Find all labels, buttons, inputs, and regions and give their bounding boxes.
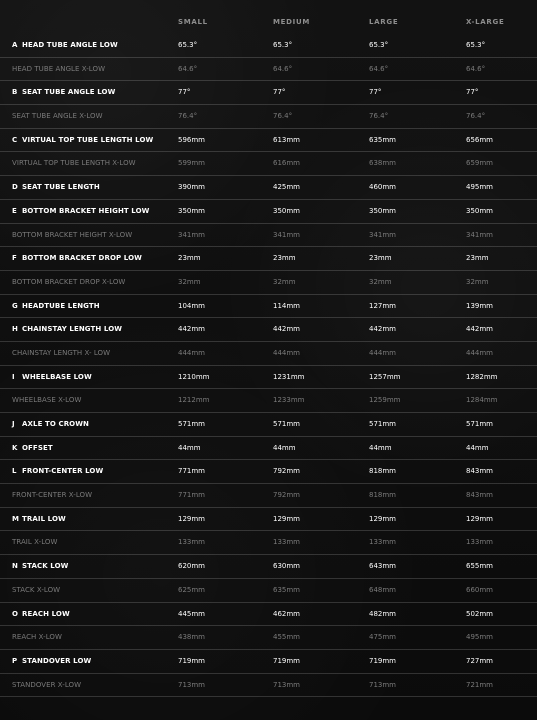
value-large: 65.3° bbox=[369, 41, 389, 49]
table-row bbox=[0, 129, 537, 153]
row-letter: H bbox=[12, 325, 18, 334]
row-title: STACK LOW bbox=[22, 562, 69, 571]
value-small: 133mm bbox=[178, 538, 205, 547]
value-medium: 630mm bbox=[273, 562, 300, 571]
value-medium: 635mm bbox=[273, 585, 300, 594]
row-title: FRONT-CENTER LOW bbox=[22, 467, 104, 476]
table-row bbox=[0, 389, 537, 413]
table-row bbox=[0, 579, 537, 603]
value-large: 76.4° bbox=[369, 112, 389, 121]
value-large: 635mm bbox=[369, 135, 396, 144]
value-medium: 616mm bbox=[273, 159, 300, 168]
row-title: SEAT TUBE LENGTH bbox=[22, 183, 100, 192]
value-large: 460mm bbox=[369, 183, 396, 192]
row-title: HEADTUBE LENGTH bbox=[22, 301, 100, 310]
row-title: SEAT TUBE ANGLE X-LOW bbox=[12, 112, 103, 121]
value-small: 771mm bbox=[178, 491, 205, 500]
value-large: 1257mm bbox=[369, 372, 401, 381]
value-x-large: 23mm bbox=[466, 254, 489, 263]
value-medium: 455mm bbox=[273, 633, 300, 642]
value-x-large: 571mm bbox=[466, 420, 493, 428]
row-title: BOTTOM BRACKET DROP X-LOW bbox=[12, 277, 126, 286]
table-row bbox=[0, 650, 537, 674]
value-x-large: 442mm bbox=[466, 325, 493, 334]
table-row bbox=[0, 484, 537, 508]
row-title: STACK X-LOW bbox=[12, 585, 61, 594]
value-medium: 32mm bbox=[273, 277, 296, 286]
row-label bbox=[12, 302, 172, 310]
table-row bbox=[0, 58, 537, 82]
row-label bbox=[12, 657, 172, 665]
value-medium: 114mm bbox=[273, 301, 300, 310]
value-small: 1210mm bbox=[178, 372, 210, 381]
table-row bbox=[0, 508, 537, 532]
row-title: AXLE TO CROWN bbox=[22, 420, 90, 428]
value-small: 571mm bbox=[178, 420, 205, 428]
row-title: BOTTOM BRACKET HEIGHT X-LOW bbox=[12, 230, 133, 239]
value-large: 442mm bbox=[369, 325, 396, 334]
table-row bbox=[0, 555, 537, 579]
value-large: 341mm bbox=[369, 230, 396, 239]
table-row bbox=[0, 81, 537, 105]
value-x-large: 133mm bbox=[466, 538, 493, 547]
row-label bbox=[12, 444, 172, 452]
row-label bbox=[12, 183, 172, 191]
row-letter: J bbox=[12, 420, 15, 428]
row-letter: K bbox=[12, 443, 18, 452]
value-x-large: 65.3° bbox=[466, 41, 486, 49]
value-medium: 76.4° bbox=[273, 112, 293, 121]
value-medium: 64.6° bbox=[273, 64, 293, 73]
row-label bbox=[12, 467, 172, 475]
value-x-large: 727mm bbox=[466, 656, 493, 665]
value-x-large: 44mm bbox=[466, 443, 489, 452]
value-x-large: 660mm bbox=[466, 585, 493, 594]
table-row bbox=[0, 413, 537, 437]
value-small: 444mm bbox=[178, 348, 205, 357]
table-row bbox=[0, 626, 537, 650]
value-x-large: 843mm bbox=[466, 491, 493, 500]
row-letter: A bbox=[12, 41, 18, 49]
row-label bbox=[12, 207, 172, 215]
value-x-large: 843mm bbox=[466, 467, 493, 476]
row-letter: N bbox=[12, 562, 18, 571]
row-letter: F bbox=[12, 254, 17, 263]
value-medium: 65.3° bbox=[273, 41, 293, 49]
value-large: 648mm bbox=[369, 585, 396, 594]
value-x-large: 139mm bbox=[466, 301, 493, 310]
value-small: 350mm bbox=[178, 206, 205, 215]
row-label bbox=[12, 231, 172, 239]
row-label bbox=[12, 538, 172, 546]
value-medium: 1233mm bbox=[273, 396, 305, 405]
header-x-large: X-LARGE bbox=[466, 18, 505, 26]
value-large: 133mm bbox=[369, 538, 396, 547]
row-label bbox=[12, 136, 172, 144]
value-small: 44mm bbox=[178, 443, 201, 452]
value-small: 625mm bbox=[178, 585, 205, 594]
value-small: 77° bbox=[178, 88, 191, 97]
value-small: 713mm bbox=[178, 680, 205, 689]
row-letter: P bbox=[12, 656, 18, 665]
row-title: VIRTUAL TOP TUBE LENGTH X-LOW bbox=[12, 159, 136, 168]
table-row bbox=[0, 342, 537, 366]
value-large: 127mm bbox=[369, 301, 396, 310]
table-row bbox=[0, 271, 537, 295]
value-large: 713mm bbox=[369, 680, 396, 689]
value-medium: 713mm bbox=[273, 680, 300, 689]
value-x-large: 64.6° bbox=[466, 64, 486, 73]
value-small: 438mm bbox=[178, 633, 205, 642]
row-letter: M bbox=[12, 514, 20, 523]
row-title: CHAINSTAY LENGTH X- LOW bbox=[12, 348, 111, 357]
value-large: 638mm bbox=[369, 159, 396, 168]
value-small: 620mm bbox=[178, 562, 205, 571]
row-label bbox=[12, 112, 172, 120]
value-small: 65.3° bbox=[178, 41, 198, 49]
value-x-large: 655mm bbox=[466, 562, 493, 571]
row-title: BOTTOM BRACKET HEIGHT LOW bbox=[22, 206, 150, 215]
value-medium: 129mm bbox=[273, 514, 300, 523]
value-x-large: 721mm bbox=[466, 680, 493, 689]
value-large: 818mm bbox=[369, 491, 396, 500]
row-title: VIRTUAL TOP TUBE LENGTH LOW bbox=[22, 135, 154, 144]
row-title: OFFSET bbox=[22, 443, 53, 452]
value-small: 23mm bbox=[178, 254, 201, 263]
value-small: 596mm bbox=[178, 135, 205, 144]
value-small: 771mm bbox=[178, 467, 205, 476]
row-label bbox=[12, 491, 172, 499]
value-small: 341mm bbox=[178, 230, 205, 239]
value-medium: 462mm bbox=[273, 609, 300, 618]
row-title: BOTTOM BRACKET DROP LOW bbox=[22, 254, 142, 263]
row-label bbox=[12, 65, 172, 73]
table-row bbox=[0, 674, 537, 698]
header-large: LARGE bbox=[369, 18, 399, 26]
table-row bbox=[0, 176, 537, 200]
value-large: 475mm bbox=[369, 633, 396, 642]
value-large: 482mm bbox=[369, 609, 396, 618]
value-x-large: 350mm bbox=[466, 206, 493, 215]
row-title: WHEELBASE LOW bbox=[22, 372, 92, 381]
value-x-large: 1284mm bbox=[466, 396, 498, 405]
row-label bbox=[12, 88, 172, 96]
value-x-large: 129mm bbox=[466, 514, 493, 523]
row-title: REACH X-LOW bbox=[12, 633, 62, 642]
row-letter: I bbox=[12, 372, 15, 381]
value-small: 719mm bbox=[178, 656, 205, 665]
table-row bbox=[0, 34, 537, 58]
value-large: 350mm bbox=[369, 206, 396, 215]
value-small: 445mm bbox=[178, 609, 205, 618]
value-x-large: 495mm bbox=[466, 633, 493, 642]
row-label bbox=[12, 420, 172, 428]
value-medium: 133mm bbox=[273, 538, 300, 547]
value-small: 76.4° bbox=[178, 112, 198, 121]
row-label bbox=[12, 681, 172, 689]
value-medium: 1231mm bbox=[273, 372, 305, 381]
value-medium: 571mm bbox=[273, 420, 300, 428]
row-title: STANDOVER X-LOW bbox=[12, 680, 82, 689]
value-large: 32mm bbox=[369, 277, 392, 286]
table-header bbox=[0, 0, 537, 34]
table-row bbox=[0, 366, 537, 390]
row-label bbox=[12, 396, 172, 404]
value-large: 64.6° bbox=[369, 64, 389, 73]
row-title: HEAD TUBE ANGLE LOW bbox=[22, 41, 118, 49]
row-letter: B bbox=[12, 88, 18, 97]
value-large: 571mm bbox=[369, 420, 396, 428]
value-x-large: 341mm bbox=[466, 230, 493, 239]
value-x-large: 656mm bbox=[466, 135, 493, 144]
value-large: 1259mm bbox=[369, 396, 401, 405]
value-x-large: 77° bbox=[466, 88, 479, 97]
value-x-large: 495mm bbox=[466, 183, 493, 192]
table-row bbox=[0, 247, 537, 271]
table-row bbox=[0, 295, 537, 319]
row-label bbox=[12, 325, 172, 333]
row-label bbox=[12, 349, 172, 357]
value-small: 32mm bbox=[178, 277, 201, 286]
row-letter: L bbox=[12, 467, 17, 476]
row-label bbox=[12, 586, 172, 594]
row-label bbox=[12, 41, 172, 49]
row-letter: E bbox=[12, 206, 17, 215]
table-row bbox=[0, 318, 537, 342]
row-label bbox=[12, 159, 172, 167]
row-label bbox=[12, 633, 172, 641]
geometry-table-body bbox=[0, 34, 537, 697]
value-large: 719mm bbox=[369, 656, 396, 665]
row-title: SEAT TUBE ANGLE LOW bbox=[22, 88, 116, 97]
value-medium: 719mm bbox=[273, 656, 300, 665]
value-x-large: 659mm bbox=[466, 159, 493, 168]
value-small: 390mm bbox=[178, 183, 205, 192]
value-medium: 23mm bbox=[273, 254, 296, 263]
value-medium: 350mm bbox=[273, 206, 300, 215]
value-small: 1212mm bbox=[178, 396, 210, 405]
value-x-large: 444mm bbox=[466, 348, 493, 357]
value-large: 643mm bbox=[369, 562, 396, 571]
value-medium: 442mm bbox=[273, 325, 300, 334]
value-small: 599mm bbox=[178, 159, 205, 168]
row-label bbox=[12, 373, 172, 381]
row-title: FRONT-CENTER X-LOW bbox=[12, 491, 93, 500]
table-row bbox=[0, 105, 537, 129]
row-letter: O bbox=[12, 609, 19, 618]
row-title: REACH LOW bbox=[22, 609, 70, 618]
value-medium: 613mm bbox=[273, 135, 300, 144]
value-x-large: 1282mm bbox=[466, 372, 498, 381]
table-row bbox=[0, 437, 537, 461]
row-label bbox=[12, 562, 172, 570]
row-label bbox=[12, 610, 172, 618]
row-title: TRAIL X-LOW bbox=[12, 538, 58, 547]
value-large: 129mm bbox=[369, 514, 396, 523]
value-small: 442mm bbox=[178, 325, 205, 334]
row-letter: G bbox=[12, 301, 18, 310]
row-label bbox=[12, 254, 172, 262]
header-medium: MEDIUM bbox=[273, 18, 311, 26]
row-title: HEAD TUBE ANGLE X-LOW bbox=[12, 64, 106, 73]
value-x-large: 76.4° bbox=[466, 112, 486, 121]
value-medium: 44mm bbox=[273, 443, 296, 452]
row-title: STANDOVER LOW bbox=[22, 656, 92, 665]
value-large: 818mm bbox=[369, 467, 396, 476]
table-row bbox=[0, 531, 537, 555]
row-label bbox=[12, 515, 172, 523]
table-row bbox=[0, 152, 537, 176]
value-medium: 341mm bbox=[273, 230, 300, 239]
table-row bbox=[0, 224, 537, 248]
value-small: 64.6° bbox=[178, 64, 198, 73]
table-row bbox=[0, 460, 537, 484]
table-row bbox=[0, 200, 537, 224]
row-title: TRAIL LOW bbox=[22, 514, 66, 523]
value-large: 23mm bbox=[369, 254, 392, 263]
row-letter: C bbox=[12, 135, 18, 144]
value-large: 444mm bbox=[369, 348, 396, 357]
value-medium: 792mm bbox=[273, 491, 300, 500]
header-small: SMALL bbox=[178, 18, 208, 26]
row-title: WHEELBASE X-LOW bbox=[12, 396, 82, 405]
value-small: 104mm bbox=[178, 301, 205, 310]
value-large: 44mm bbox=[369, 443, 392, 452]
value-x-large: 502mm bbox=[466, 609, 493, 618]
value-medium: 77° bbox=[273, 88, 286, 97]
value-medium: 444mm bbox=[273, 348, 300, 357]
row-title: CHAINSTAY LENGTH LOW bbox=[22, 325, 123, 334]
row-letter: D bbox=[12, 183, 18, 192]
value-medium: 425mm bbox=[273, 183, 300, 192]
value-small: 129mm bbox=[178, 514, 205, 523]
table-row bbox=[0, 603, 537, 627]
value-x-large: 32mm bbox=[466, 277, 489, 286]
row-label bbox=[12, 278, 172, 286]
value-medium: 792mm bbox=[273, 467, 300, 476]
value-large: 77° bbox=[369, 88, 382, 97]
